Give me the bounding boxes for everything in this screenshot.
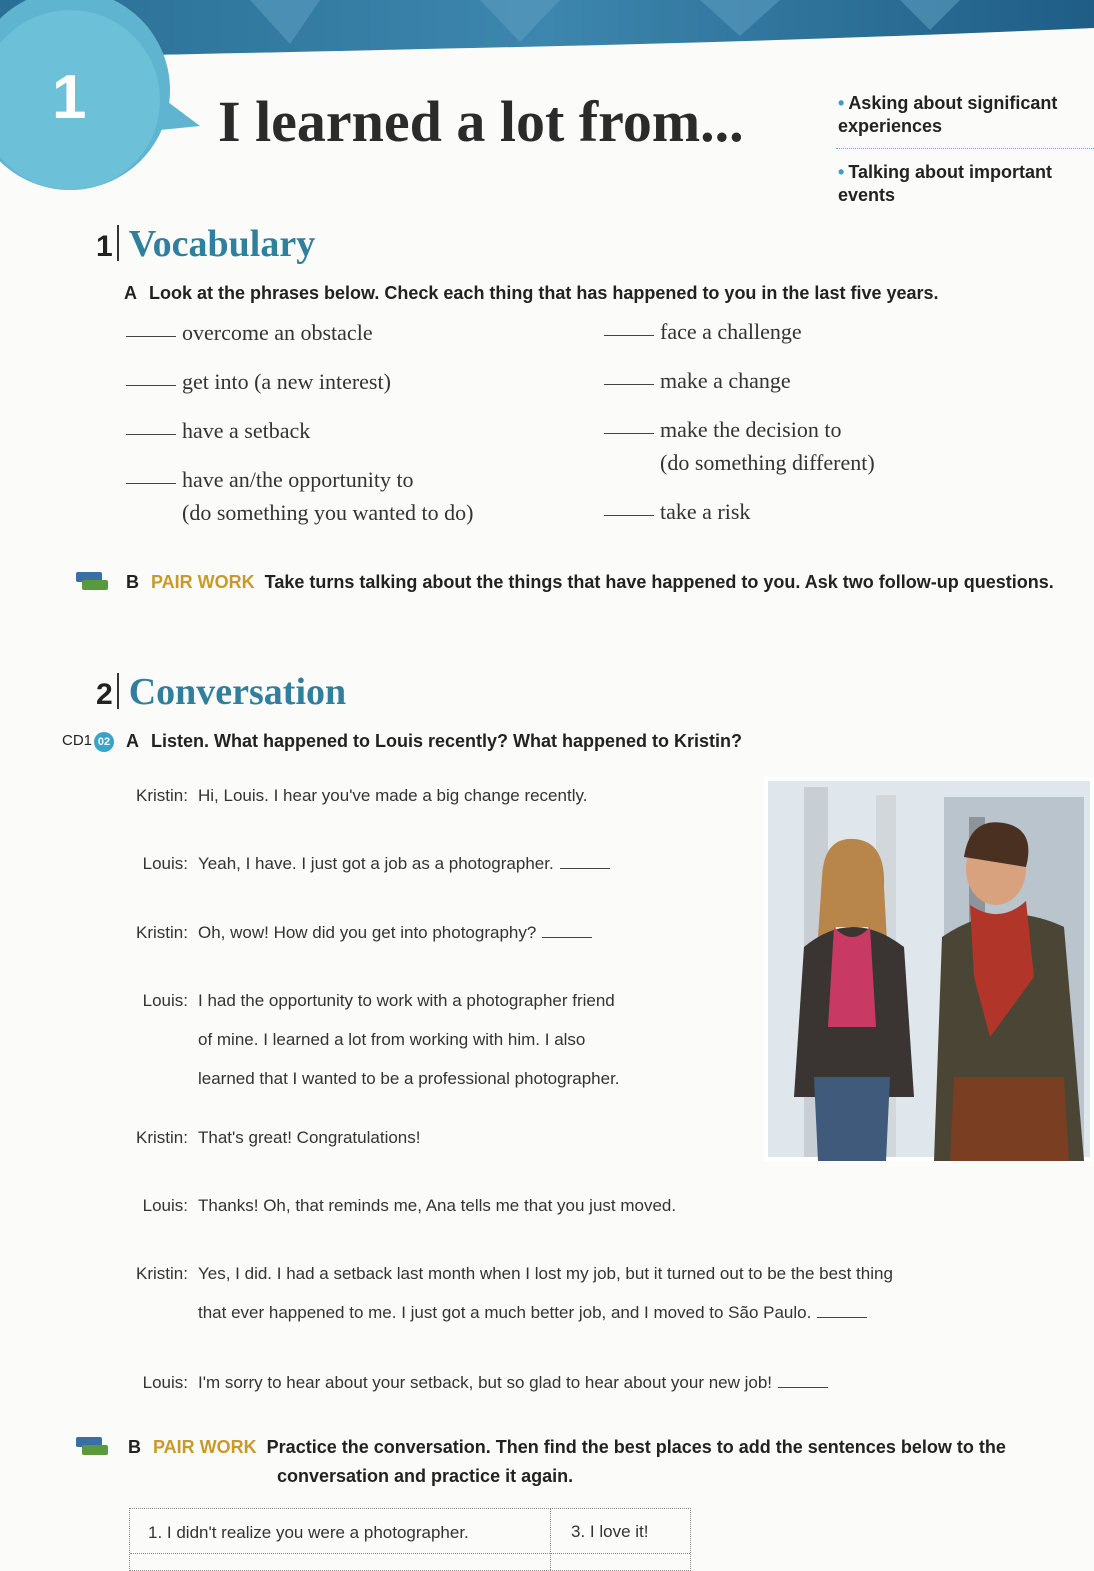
- phrase-continuation: (do something different): [660, 450, 875, 475]
- conv-part-a-instruction: [126, 731, 742, 752]
- vocabulary-heading: [96, 222, 315, 266]
- goal-item-2: [838, 161, 1088, 207]
- speaker-name: Kristin:: [136, 923, 188, 942]
- phrase-text: make a change: [660, 368, 791, 393]
- speaker-name: Louis:: [142, 854, 188, 873]
- section-title: Vocabulary: [128, 223, 316, 265]
- goal-text-2: Talking about important events: [838, 162, 1052, 205]
- speaker-name: Kristin:: [136, 1128, 188, 1147]
- section-number: 1: [96, 230, 113, 263]
- phrase-item: [126, 320, 373, 346]
- check-blank[interactable]: [604, 515, 654, 516]
- answer-blank[interactable]: [560, 868, 610, 869]
- part-letter: A: [126, 731, 139, 751]
- check-blank[interactable]: [126, 483, 176, 484]
- sentence-option-1: 1. I didn't realize you were a photographer.: [148, 1523, 469, 1542]
- section-title: Conversation: [128, 671, 347, 713]
- phrase-continuation: (do something you wanted to do): [182, 500, 474, 525]
- dialogue-line: [124, 923, 592, 943]
- track-number-badge: 02: [94, 732, 114, 752]
- section-number: 2: [96, 678, 113, 711]
- part-letter: A: [124, 283, 137, 303]
- conv-part-b-instruction: [128, 1437, 1006, 1458]
- pair-work-tag: PAIR WORK: [151, 572, 255, 592]
- answer-blank[interactable]: [778, 1387, 828, 1388]
- phrase-item: [604, 417, 841, 443]
- line-text: Thanks! Oh, that reminds me, Ana tells me that you just moved.: [198, 1196, 677, 1215]
- answer-blank[interactable]: [817, 1317, 867, 1318]
- speaker-name: Louis:: [142, 1196, 188, 1215]
- phrase-item: [604, 319, 802, 345]
- phrase-text: have an/the opportunity to: [182, 467, 414, 492]
- box-divider: [550, 1509, 551, 1570]
- line-text: I'm sorry to hear about your setback, but so glad to hear about your new job!: [198, 1373, 773, 1392]
- phrase-text: have a setback: [182, 418, 311, 443]
- phrase-text: overcome an obstacle: [182, 320, 373, 345]
- line-text: Yeah, I have. I just got a job as a photographer.: [198, 854, 554, 873]
- goal-divider: [836, 148, 1094, 149]
- conv-part-b-instruction-line2: conversation and practice it again.: [277, 1466, 574, 1486]
- dialogue-line-continuation: of mine. I learned a lot from working with him. I also: [198, 1030, 586, 1049]
- phrase-item: [604, 368, 791, 394]
- line-text: Oh, wow! How did you get into photography?: [198, 923, 537, 942]
- part-letter: B: [128, 1437, 141, 1457]
- speaker-name: Louis:: [142, 1373, 188, 1392]
- phrase-item: [126, 418, 310, 444]
- bullet-icon: •: [838, 162, 845, 182]
- phrase-item: [126, 467, 414, 493]
- box-divider: [130, 1553, 690, 1554]
- pair-work-icon: [74, 570, 108, 592]
- unit-badge-pointer: [160, 90, 204, 134]
- check-blank[interactable]: [126, 336, 176, 337]
- instruction-text: Listen. What happened to Louis recently? What happened to Kristin?: [151, 731, 743, 751]
- instruction-text: Take turns talking about the things that have happened to you. Ask two follow-up questions.: [264, 572, 1054, 592]
- dialogue-line-continuation: learned that I wanted to be a professional photographer.: [198, 1069, 620, 1088]
- conversation-photo: [764, 777, 1094, 1161]
- phrase-item: [126, 369, 391, 395]
- instruction-text: Practice the conversation. Then find the best places to add the sentences below to the: [266, 1437, 1006, 1457]
- check-blank[interactable]: [604, 384, 654, 385]
- vocab-part-b-instruction: [126, 572, 1054, 593]
- check-blank[interactable]: [604, 335, 654, 336]
- line-text: Hi, Louis. I hear you've made a big change recently.: [198, 786, 588, 805]
- unit-title: I learned a lot from...: [218, 89, 744, 154]
- sentence-option-3: 3. I love it!: [571, 1522, 649, 1541]
- dialogue-line: [124, 991, 615, 1011]
- line-text: Yes, I did. I had a setback last month when I lost my job, but it turned out to be the best thing: [198, 1264, 893, 1283]
- phrase-item: [604, 499, 750, 525]
- dialogue-line: [124, 854, 610, 874]
- dialogue-line: [124, 1373, 828, 1393]
- check-blank[interactable]: [126, 385, 176, 386]
- goal-item-1: [838, 92, 1088, 138]
- audio-track-label[interactable]: [62, 732, 114, 752]
- dialogue-line-continuation: [198, 1303, 867, 1323]
- check-blank[interactable]: [604, 433, 654, 434]
- part-letter: B: [126, 572, 139, 592]
- phrase-text: get into (a new interest): [182, 369, 391, 394]
- pair-work-tag: PAIR WORK: [153, 1437, 257, 1457]
- header-banner: [0, 0, 1094, 62]
- dialogue-line: [124, 1128, 420, 1148]
- section-divider: [117, 225, 119, 261]
- conversation-heading: [96, 670, 346, 714]
- dialogue-line: [124, 1264, 893, 1284]
- pair-work-icon: [74, 1435, 108, 1457]
- speaker-name: Kristin:: [136, 786, 188, 805]
- check-blank[interactable]: [126, 434, 176, 435]
- phrase-text: face a challenge: [660, 319, 802, 344]
- section-divider: [117, 673, 119, 709]
- unit-number: 1: [52, 63, 87, 132]
- line-text: that ever happened to me. I just got a much better job, and I moved to São Paulo.: [198, 1303, 812, 1322]
- instruction-text: Look at the phrases below. Check each thing that has happened to you in the last five years.: [149, 283, 939, 303]
- dialogue-line: [124, 1196, 676, 1216]
- line-text: That's great! Congratulations!: [198, 1128, 421, 1147]
- dialogue-line: [124, 786, 587, 806]
- answer-blank[interactable]: [542, 937, 592, 938]
- speaker-name: Kristin:: [136, 1264, 188, 1283]
- speaker-name: Louis:: [142, 991, 188, 1010]
- cd-number: CD1: [62, 732, 93, 749]
- phrase-text: take a risk: [660, 499, 751, 524]
- phrase-text: make the decision to: [660, 417, 842, 442]
- goal-text-1: Asking about significant experiences: [838, 93, 1058, 136]
- bullet-icon: •: [838, 93, 845, 113]
- vocab-part-a-instruction: [124, 283, 939, 304]
- line-text: I had the opportunity to work with a photographer friend: [198, 991, 615, 1010]
